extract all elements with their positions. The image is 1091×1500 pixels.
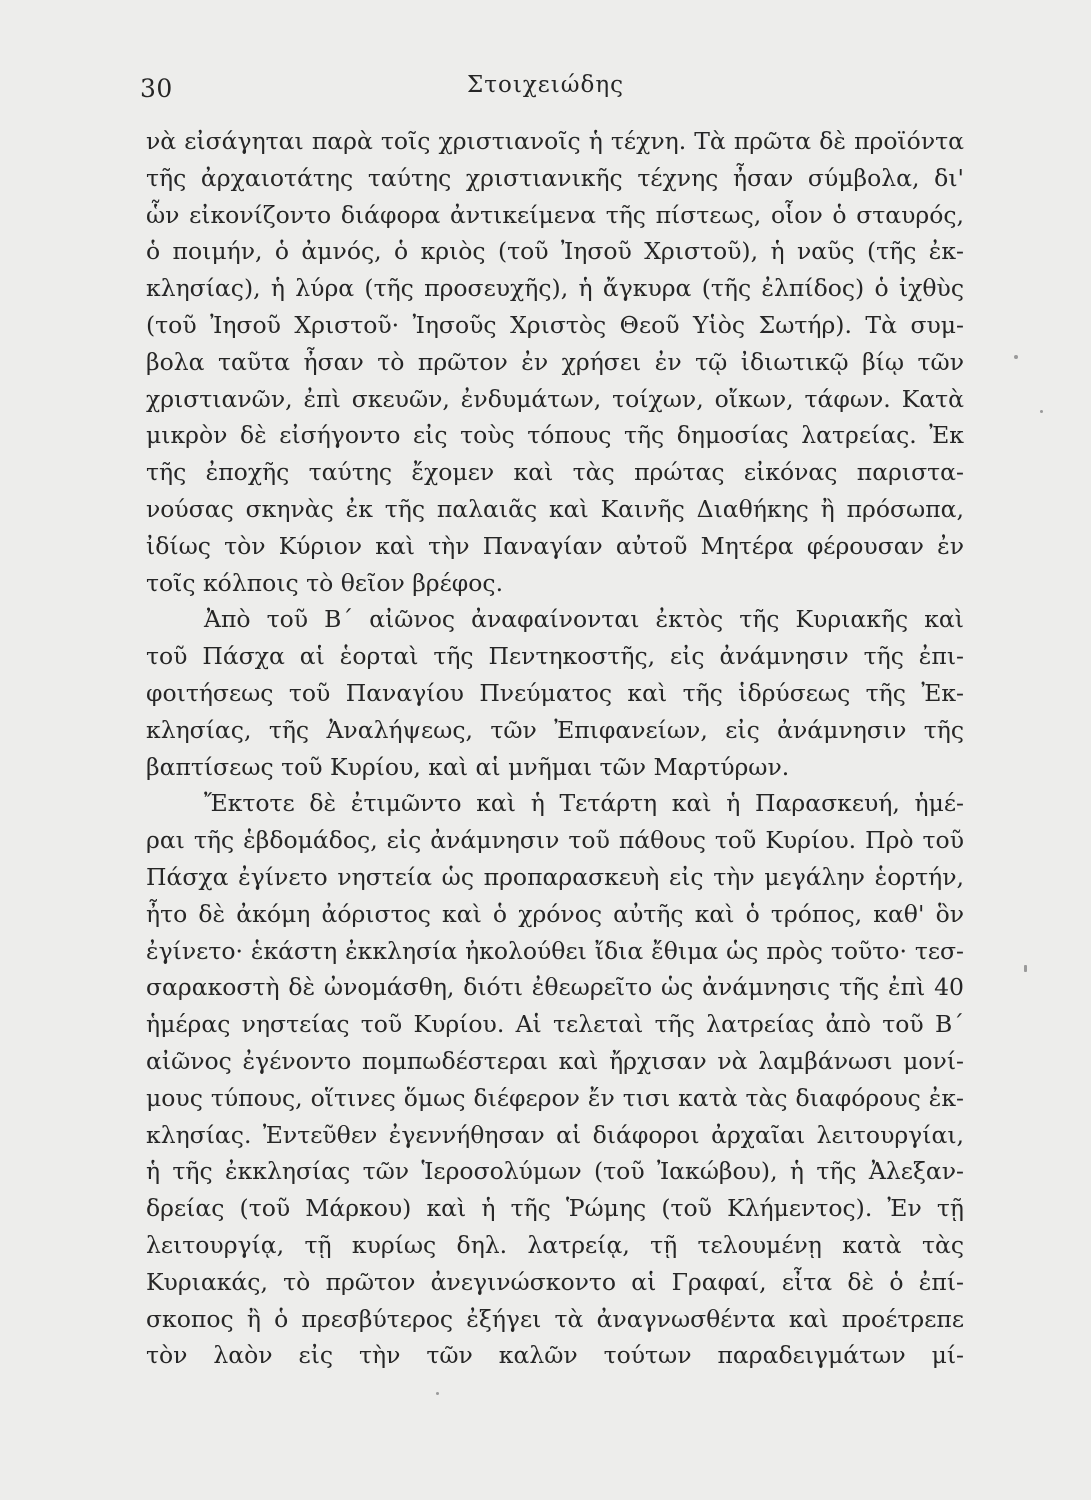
text-line: μους τύπους, οἵτινες ὅμως διέφερον ἔν τισι κατὰ τὰς διαφόρους ἐκ- [146, 1083, 964, 1112]
running-head: Στοιχειώδης [467, 72, 624, 98]
text-line: κλησίας. Ἐντεῦθεν ἐγεννήθησαν αἱ διάφοροι ἀρχαῖαι λειτουργίαι, [146, 1120, 964, 1149]
paragraph-end-line: βαπτίσεως τοῦ Κυρίου, καὶ αἱ μνῆμαι τῶν Μαρτύρων. [146, 752, 790, 781]
text-line: σκοπος ἢ ὁ πρεσβύτερος ἐξήγει τὰ ἀναγνωσθέντα καὶ προέτρεπε [146, 1304, 964, 1333]
text-line: χριστιανῶν, ἐπὶ σκευῶν, ἐνδυμάτων, τοίχων, οἴκων, τάφων. Κατὰ [146, 384, 964, 413]
text-line: ραι τῆς ἑβδομάδος, εἰς ἀνάμνησιν τοῦ πάθους τοῦ Κυρίου. Πρὸ τοῦ [146, 826, 964, 855]
text-line: κλησίας, τῆς Ἀναλήψεως, τῶν Ἐπιφανείων, εἰς ἀνάμνησιν τῆς [146, 715, 964, 744]
text-line: δρείας (τοῦ Μάρκου) καὶ ἡ τῆς Ῥώμης (τοῦ Κλήμεντος). Ἐν τῇ [146, 1194, 964, 1223]
paragraph-start-line: Ἀπὸ τοῦ Β΄ αἰῶνος ἀναφαίνονται ἐκτὸς τῆς Κυριακῆς καὶ [204, 605, 964, 634]
text-line: ὁ ποιμήν, ὁ ἀμνός, ὁ κριὸς (τοῦ Ἰησοῦ Χριστοῦ), ἡ ναῦς (τῆς ἐκ- [146, 237, 964, 266]
text-line: ἰδίως τὸν Κύριον καὶ τὴν Παναγίαν αὐτοῦ Μητέρα φέρουσαν ἐν [146, 531, 964, 560]
text-line: λειτουργίᾳ, τῇ κυρίως δηλ. λατρείᾳ, τῇ τελουμένῃ κατὰ τὰς [146, 1230, 964, 1259]
text-line: (τοῦ Ἰησοῦ Χριστοῦ· Ἰησοῦς Χριστὸς Θεοῦ Υἱὸς Σωτήρ). Τὰ συμ- [146, 310, 964, 339]
paragraph-start-line: Ἔκτοτε δὲ ἐτιμῶντο καὶ ἡ Τετάρτη καὶ ἡ Παρασκευή, ἡμέ- [204, 789, 964, 818]
page-number: 30 [140, 74, 173, 103]
text-line: τοῦ Πάσχα αἱ ἑορταὶ τῆς Πεντηκοστῆς, εἰς ἀνάμνησιν τῆς ἐπι- [146, 642, 964, 671]
text-line: νούσας σκηνὰς ἐκ τῆς παλαιᾶς καὶ Καινῆς Διαθήκης ἢ πρόσωπα, [146, 494, 964, 523]
text-line: τῆς ἀρχαιοτάτης ταύτης χριστιανικῆς τέχνης ἦσαν σύμβολα, δι' [146, 163, 964, 192]
text-line: ὧν εἰκονίζοντο διάφορα ἀντικείμενα τῆς πίστεως, οἷον ὁ σταυρός, [146, 200, 964, 229]
text-line: τῆς ἐποχῆς ταύτης ἔχομεν καὶ τὰς πρώτας εἰκόνας παριστα- [146, 458, 964, 487]
text-line: κλησίας), ἡ λύρα (τῆς προσευχῆς), ἡ ἄγκυρα (τῆς ἐλπίδος) ὁ ἰχθὺς [146, 274, 964, 303]
paper-speck [1014, 355, 1018, 359]
text-line: Πάσχα ἐγίνετο νηστεία ὡς προπαρασκευὴ εἰς τὴν μεγάλην ἑορτήν, [146, 862, 964, 891]
text-line: ἐγίνετο· ἑκάστη ἐκκλησία ἠκολούθει ἴδια ἔθιμα ὡς πρὸς τοῦτο· τεσ- [146, 936, 964, 965]
text-line: σαρακοστὴ δὲ ὠνομάσθη, διότι ἐθεωρεῖτο ὡς ἀνάμνησις τῆς ἐπὶ 40 [146, 973, 964, 1002]
text-line: νὰ εἰσάγηται παρὰ τοῖς χριστιανοῖς ἡ τέχνη. Τὰ πρῶτα δὲ προϊόντα [146, 127, 964, 155]
text-line: ἡ τῆς ἐκκλησίας τῶν Ἱεροσολύμων (τοῦ Ἰακώβου), ἡ τῆς Ἀλεξαν- [146, 1157, 964, 1186]
text-line: ἡμέρας νηστείας τοῦ Κυρίου. Αἱ τελεταὶ τῆς λατρείας ἀπὸ τοῦ Β΄ [146, 1010, 964, 1039]
text-line: τὸν λαὸν εἰς τὴν τῶν καλῶν τούτων παραδειγμάτων μί- [146, 1341, 964, 1370]
body-text [146, 123, 964, 1374]
paper-speck [1024, 965, 1027, 972]
paragraph-end-line: τοῖς κόλποις τὸ θεῖον βρέφος. [146, 568, 504, 597]
text-line: φοιτήσεως τοῦ Παναγίου Πνεύματος καὶ τῆς ἱδρύσεως τῆς Ἐκ- [146, 678, 964, 707]
page-header [0, 70, 1091, 110]
text-line: βολα ταῦτα ἦσαν τὸ πρῶτον ἐν χρήσει ἐν τῷ ἰδιωτικῷ βίῳ τῶν [146, 347, 964, 376]
text-line: μικρὸν δὲ εἰσήγοντο εἰς τοὺς τόπους τῆς δημοσίας λατρείας. Ἐκ [146, 421, 964, 450]
text-line: Κυριακάς, τὸ πρῶτον ἀνεγινώσκοντο αἱ Γραφαί, εἶτα δὲ ὁ ἐπί- [146, 1267, 964, 1296]
paper-speck [436, 1392, 439, 1395]
text-line: αἰῶνος ἐγένοντο πομπωδέστεραι καὶ ἤρχισαν νὰ λαμβάνωσι μονί- [146, 1046, 964, 1075]
paper-speck [1040, 410, 1043, 413]
text-line: ἦτο δὲ ἀκόμη ἀόριστος καὶ ὁ χρόνος αὐτῆς καὶ ὁ τρόπος, καθ' ὃν [146, 899, 964, 928]
